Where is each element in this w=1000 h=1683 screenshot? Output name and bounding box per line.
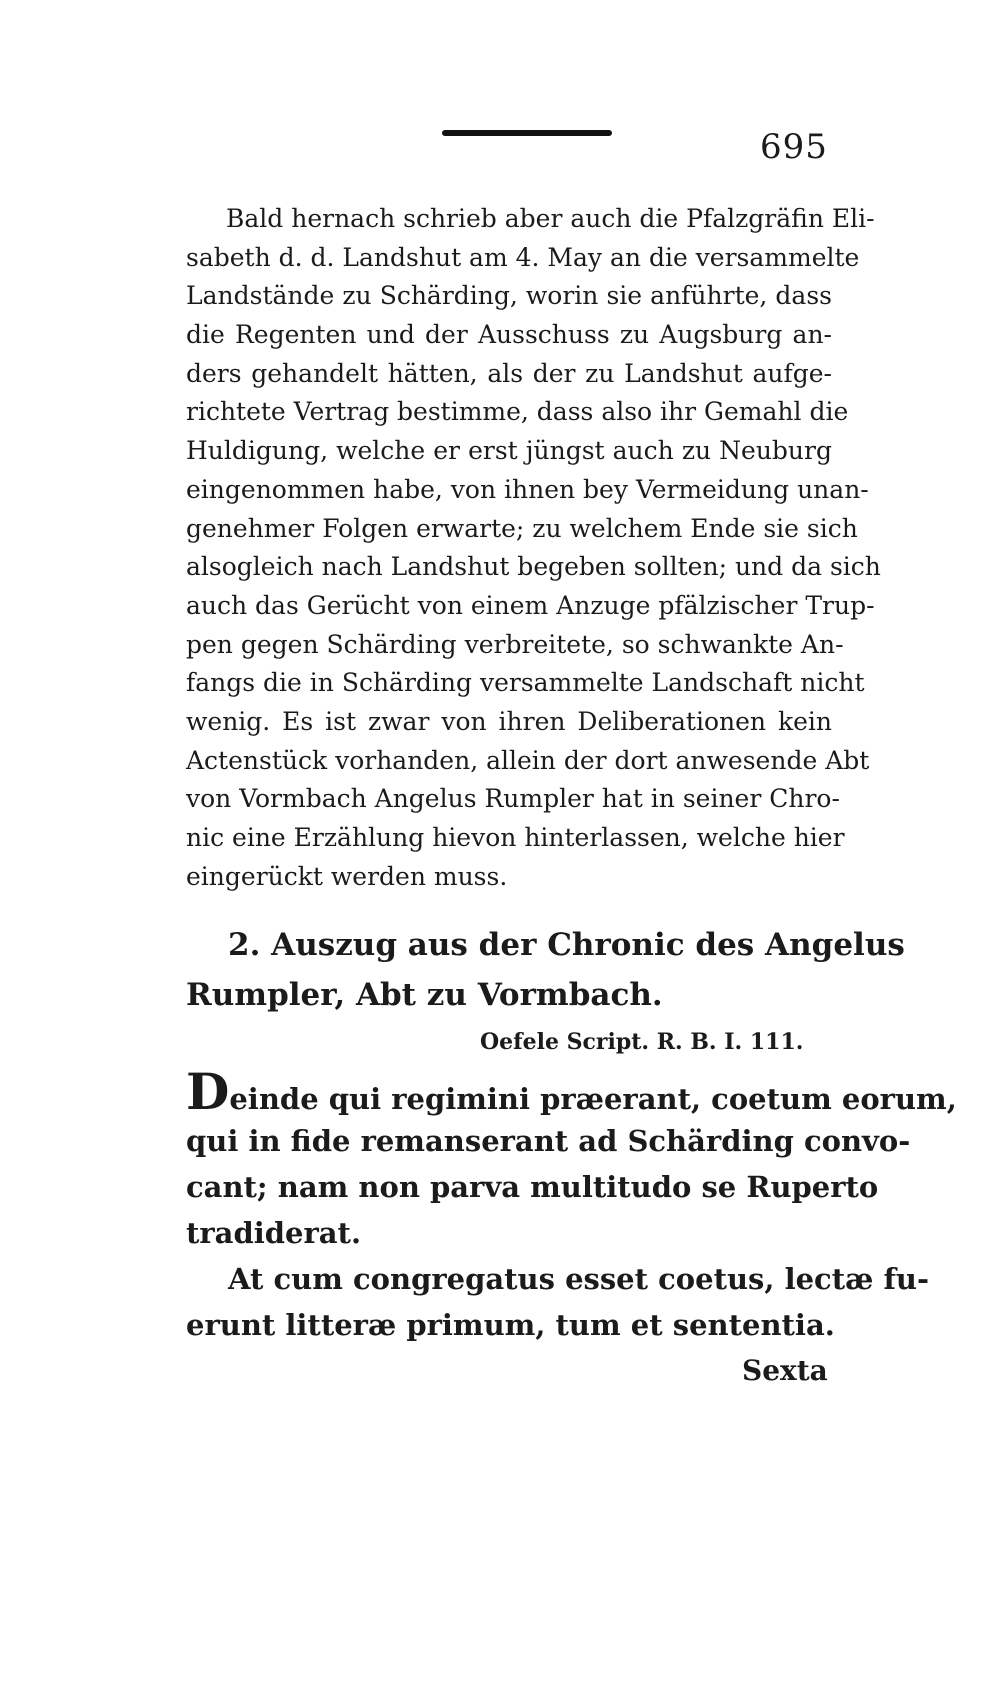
text-line: pen gegen Schärding verbreitete, so schwankte An- xyxy=(186,629,844,659)
header-rule xyxy=(442,130,612,136)
text-line: sabeth d. d. Landshut am 4. May an die versammelte xyxy=(186,242,860,272)
text-line: nic eine Erzählung hievon hinterlassen, welche hier xyxy=(186,823,845,852)
heading-line: Rumpler, Abt zu Vormbach. xyxy=(186,977,663,1013)
paragraph-german xyxy=(186,200,881,896)
section-heading xyxy=(186,920,905,1020)
text-line: genehmer Folgen erwarte; zu welchem Ende sie sich xyxy=(186,513,858,543)
page-number: 695 xyxy=(760,127,828,167)
text-line: eingerückt werden muss. xyxy=(186,861,508,891)
text-line-rest: einde qui regimini præerant, coetum eorum, xyxy=(229,1082,957,1116)
catchword: Sexta xyxy=(742,1354,828,1387)
text-line: At cum congregatus esset coetus, lectæ fu- xyxy=(228,1262,930,1296)
text-line: eingenommen habe, von ihnen bey Vermeidung unan- xyxy=(186,474,869,504)
source-reference: Oefele Script. R. B. I. 111. xyxy=(480,1029,804,1055)
text-line: richtete Vertrag bestimme, dass also ihr Gemahl die xyxy=(186,397,849,427)
text-line: von Vormbach Angelus Rumpler hat in seiner Chro- xyxy=(186,784,840,814)
paragraph-latin-1 xyxy=(186,1062,957,1256)
text-line: auch das Gerücht von einem Anzuge pfälzischer Trup- xyxy=(186,590,875,620)
text-line: qui in fide remanserant ad Schärding convo- xyxy=(186,1124,911,1158)
heading-line: 2. Auszug aus der Chronic des Angelus xyxy=(228,927,905,963)
text-line: Landstände zu Schärding, worin sie anführte, dass xyxy=(186,281,832,311)
text-line: erunt litteræ primum, tum et sententia. xyxy=(186,1308,835,1342)
text-line: ders gehandelt hätten, als der zu Landshut aufge- xyxy=(186,358,832,388)
text-line: alsogleich nach Landshut begeben sollten; und da sich xyxy=(186,552,881,582)
text-line xyxy=(186,1062,957,1121)
text-line: Bald hernach schrieb aber auch die Pfalzgräfin Eli- xyxy=(226,204,875,233)
text-line: wenig. Es ist zwar von ihren Deliberationen kein xyxy=(186,706,832,736)
text-line: Actenstück vorhanden, allein der dort anwesende Abt xyxy=(186,745,870,775)
text-line: die Regenten und der Ausschuss zu Augsburg an- xyxy=(186,320,832,350)
paragraph-latin-2 xyxy=(186,1256,930,1348)
text-line: cant; nam non parva multitudo se Ruperto xyxy=(186,1170,879,1204)
text-line: fangs die in Schärding versammelte Landschaft nicht xyxy=(186,668,865,698)
text-line: Huldigung, welche er erst jüngst auch zu Neuburg xyxy=(186,436,832,466)
text-line: tradiderat. xyxy=(186,1216,362,1250)
drop-cap: D xyxy=(186,1062,230,1121)
